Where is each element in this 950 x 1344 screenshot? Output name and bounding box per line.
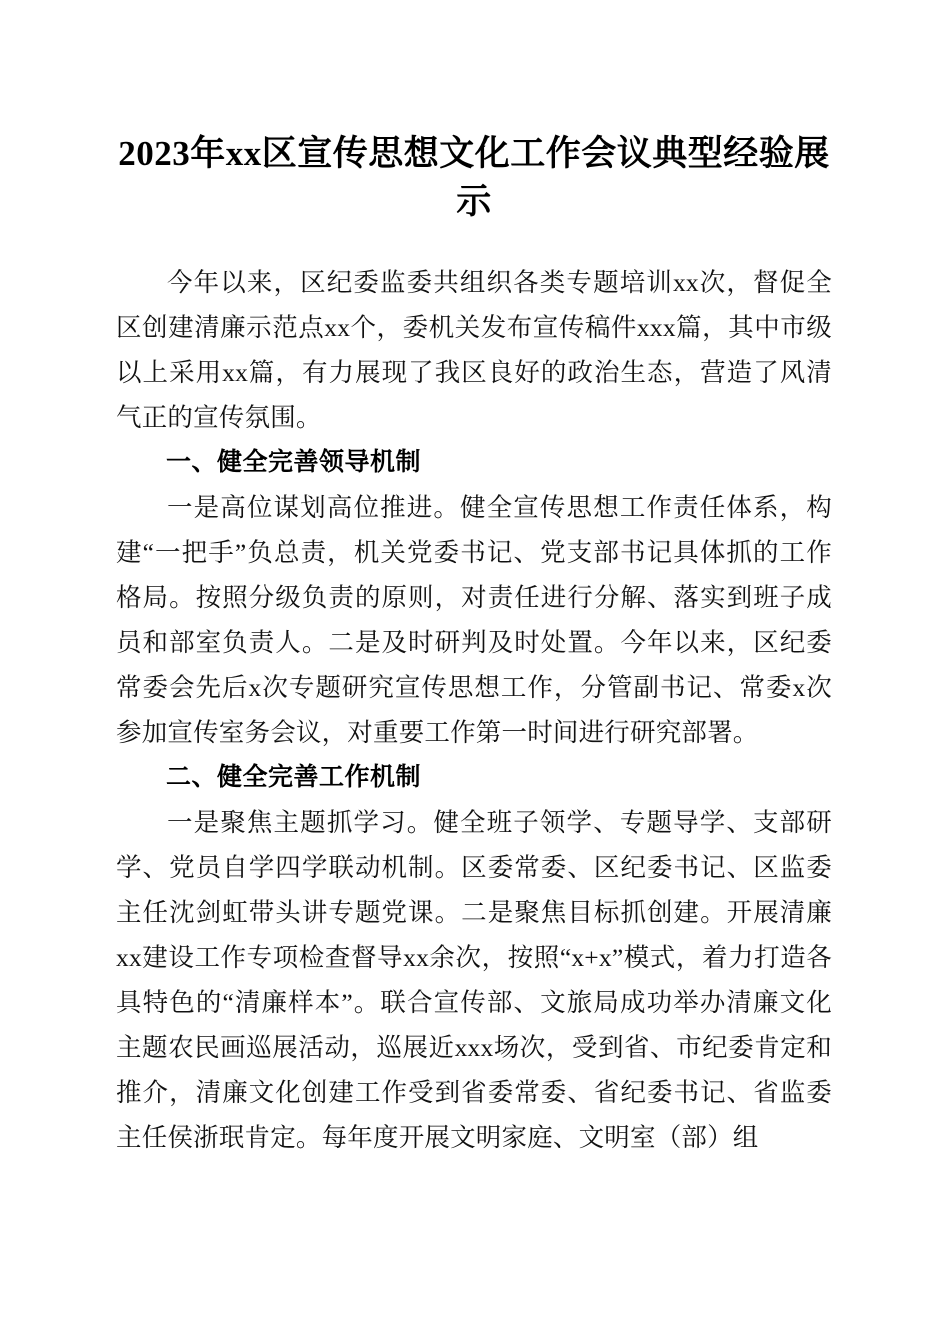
paragraph-section-one-body: 一是高位谋划高位推进。健全宣传思想工作责任体系，构建“一把手”负总责，机关党委书记、党支部书记具体抓的工作格局。按照分级负责的原则，对责任进行分解、落实到班子成员和部室负责人。二是及时研判及时处置。今年以来，区纪委常委会先后x次专题研究宣传思想工作，分管副书记、常委x次参加宣传室务会议，对重要工作第一时间进行研究部署。 bbox=[116, 493, 832, 747]
document-content bbox=[116, 0, 832, 1160]
section-heading-two: 二、健全完善工作机制 bbox=[166, 763, 422, 791]
page-title: 2023年xx区宣传思想文化工作会议典型经验展示 bbox=[118, 134, 830, 221]
document-body bbox=[116, 226, 832, 1160]
section-heading-one: 一、健全完善领导机制 bbox=[166, 448, 422, 476]
paragraph-section-two-body: 一是聚焦主题抓学习。健全班子领学、专题导学、支部研学、党员自学四学联动机制。区委常委、区纪委书记、区监委主任沈剑虹带头讲专题党课。二是聚焦目标抓创建。开展清廉xx建设工作专项检查督导xx余次，按照“x+x”模式，着力打造各具特色的“清廉样本”。联合宣传部、文旅局成功举办清廉文化主题农民画巡展活动，巡展近xxx场次，受到省、市纪委肯定和推介，清廉文化创建工作受到省委常委、省纪委书记、省监委主任侯浙珉肯定。每年度开展文明家庭、文明室（部）组 bbox=[116, 808, 832, 1152]
paragraph-intro: 今年以来，区纪委监委共组织各类专题培训xx次，督促全区创建清廉示范点xx个，委机关发布宣传稿件xxx篇，其中市级以上采用xx篇，有力展现了我区良好的政治生态，营造了风清气正的宣传氛围。 bbox=[116, 268, 832, 432]
